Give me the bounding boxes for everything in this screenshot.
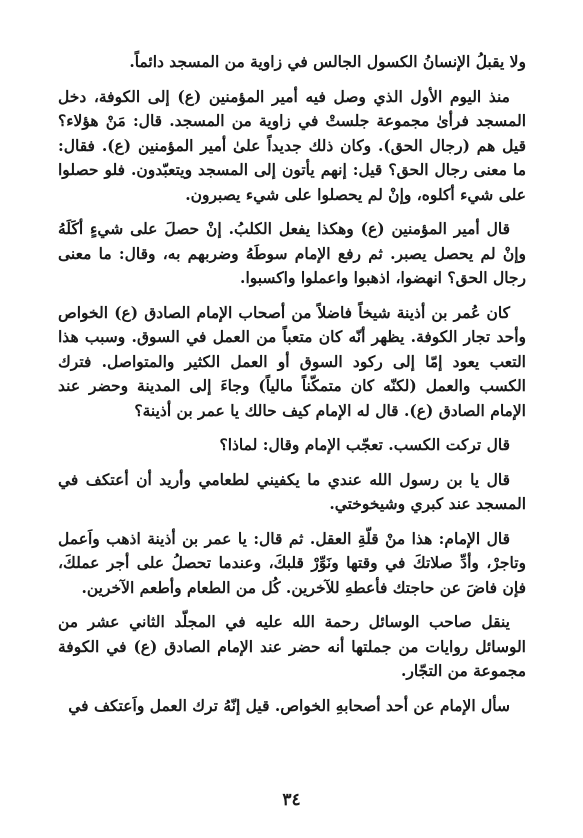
paragraph-2: منذ اليوم الأول الذي وصل فيه أمير المؤمنين (ع) إلى الكوفة، دخل المسجد فرأىٰ مجموعة جلستْ في زاوية من المسجد. قال: مَنْ هؤلاء؟ قيل هم (رجال الحق). وكان ذلك جديداً علىٰ أمير المؤمنين (ع). فقال: ما معنى رجال الحق؟ قيل: إنهم يأتون إلى المسجد ويتعبّدون. فلو حصلوا على شيء أكلوه، وإنْ لم يحصلوا على شيء يصبرون. [58,86,526,204]
paragraph-3: قال أمير المؤمنين (ع) وهكذا يفعل الكلبُ. إنْ حصلَ على شيءٍ أكَلَهُ وإنْ لم يحصل يصبر. ثم رفع الإمام سوطَهُ وضربهم به، وقال: ما معنى رجال الحق؟ انهضوا، اذهبوا واعملوا واكسبوا. [58,219,526,287]
paragraph-5: قال تركت الكسب. تعجّب الإمام وقال: لماذا؟ [219,435,510,454]
paragraph-8: ينقل صاحب الوسائل رحمة الله عليه في المجلّد الثاني عشر من الوسائل روايات من جملتها أنه حضر عند الإمام الصادق (ع) في الكوفة مجموعة من التجّار. [58,612,526,680]
paragraph-1: ولا يقبلُ الإنسانُ الكسول الجالس في زاوية من المسجد دائماً. [129,52,526,71]
paragraph-7: قال الإمام: هذا منْ قلّةِ العقل. ثم قال: يا عمر بن أذينة اذهب واَعمل وتاجرْ، وأدِّ صلاتكَ في وقتها ونَوِّرْ قلبكَ، وعندما تحصلُ على أجر عملكَ، فإن فاضَ عن حاجتك فأعطهِ للآخرين. كُل من الطعام وأطعم الآخرين. [58,528,526,597]
paragraph-4: كان عُمر بن أذينة شيخاً فاضلاً من أصحاب الإمام الصادق (ع) الخواص وأحد تجار الكوفة. يظهر أنّه كان متعباً من العمل في السوق. وسبب هذا التعب يعود إمّا إلى ركود السوق أو العمل الكثير والمتواصل. فترك الكسب والعمل (لكنّه كان متمكّناً مالياً) وجاءَ إلى المدينة وحضر عند الإمام الصادق (ع). قال له الإمام كيف حالك يا عمر بن أذينة؟ [58,302,526,420]
body-text [58,50,526,728]
paragraph-6: قال يا بن رسول الله عندي ما يكفيني لطعامي وأريد أن أعتكف في المسجد عند كبري وشيخوختي. [58,469,526,513]
page-number: ٣٤ [282,790,301,810]
paragraph-9: سأل الإمام عن أحد أصحابهِ الخواص. قيل إنّهُ ترك العمل واَعتكف في [68,695,510,715]
